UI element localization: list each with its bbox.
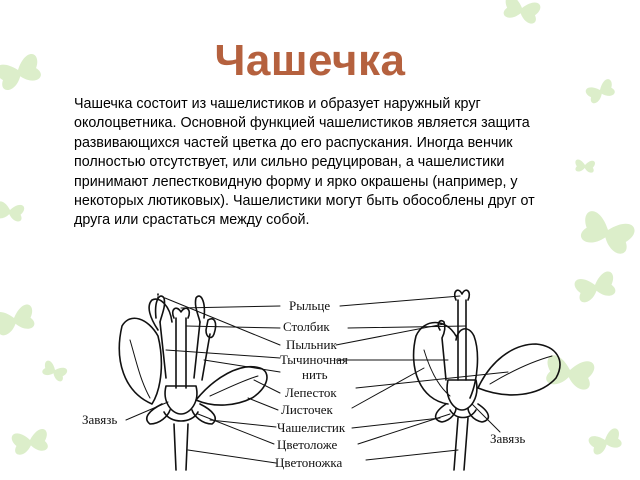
label-style: Столбик xyxy=(283,319,330,334)
label-filament-line2: нить xyxy=(302,367,328,382)
label-sepal: Чашелистик xyxy=(277,420,346,435)
label-filament-line1: Тычиночная xyxy=(280,352,348,367)
label-ovary-right: Завязь xyxy=(490,431,526,446)
page-title: Чашечка xyxy=(214,36,406,85)
left-flower-drawing xyxy=(119,292,267,470)
body-text: Чашечка состоит из чашелистиков и образует наружный круг околоцветника. Основной функцией чашелистиков является защита развивающихся частей цветка до его распускания. Иногда венчик полностью отсутствует, или сильно редуцирован, а чашелистики принимают лепестковидную форму и ярко окрашены (например, у некоторых лютиковых). Чашелистики могут быть обособлены друг от друга или срастаться между собой. xyxy=(74,96,535,229)
label-pedicel: Цветоножка xyxy=(275,455,343,470)
label-ovary-left: Завязь xyxy=(82,412,118,427)
label-receptacle: Цветоложе xyxy=(277,437,338,452)
label-petal: Лепесток xyxy=(285,385,337,400)
label-stigma: Рыльце xyxy=(289,298,331,313)
label-bract: Листочек xyxy=(281,402,333,417)
label-anther: Пыльник xyxy=(286,337,337,352)
